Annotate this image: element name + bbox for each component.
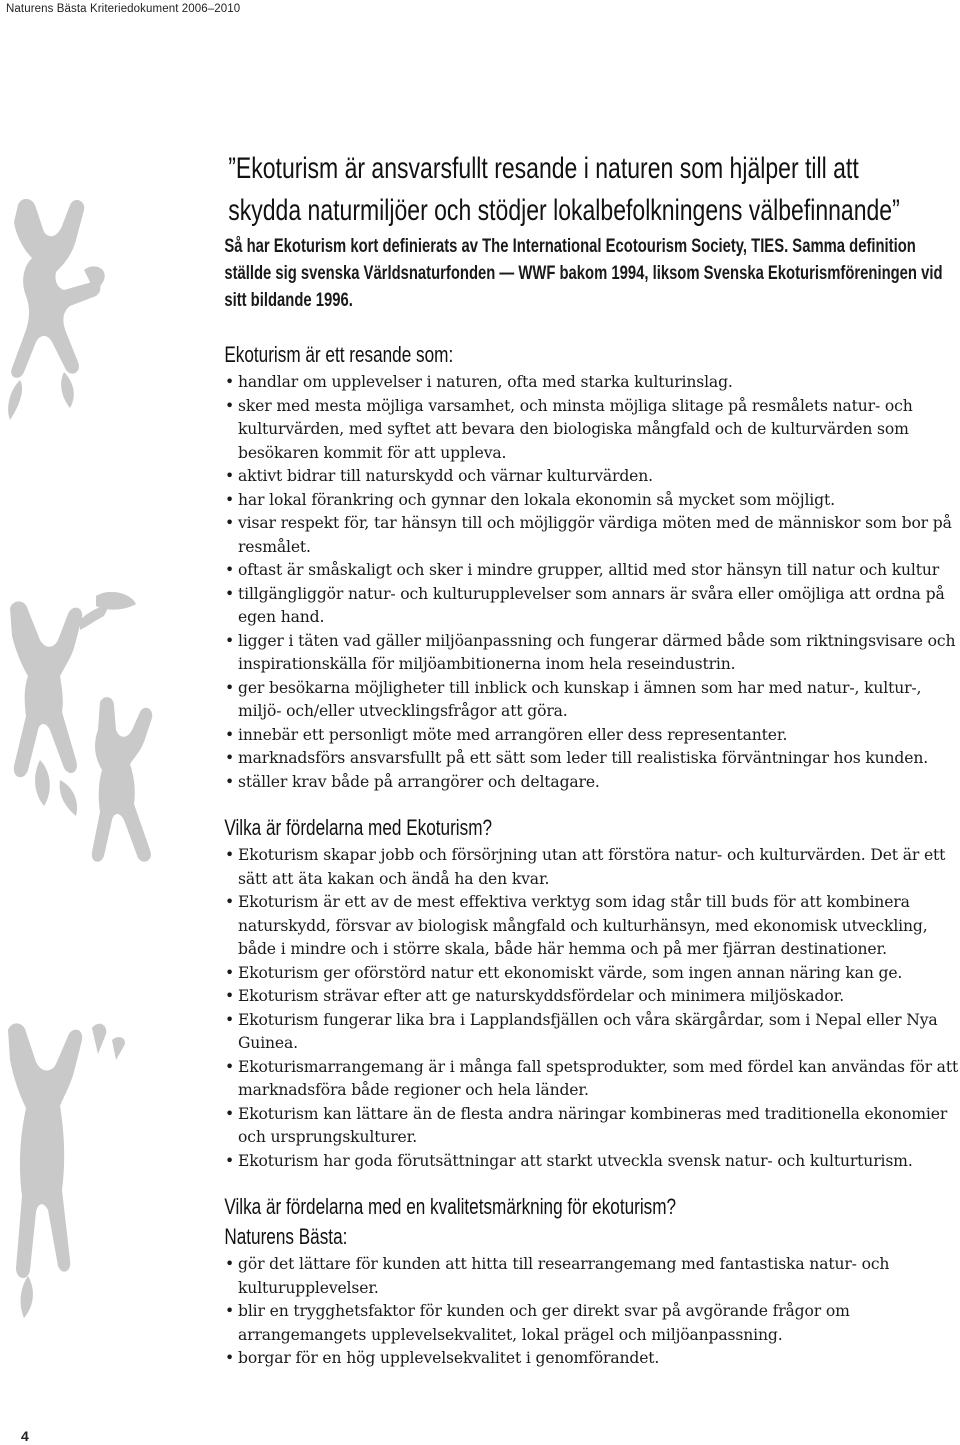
dancing-figure-4: [8, 1023, 125, 1318]
list-item: • Ekoturism fungerar lika bra i Lapplandsfjällen och våra skärgårdar, som i Nepal eller Nya Guinea.: [222, 1009, 960, 1056]
list-item: • ligger i täten vad gäller miljöanpassning och fungerar därmed både som riktningsvisare och inspirationskälla för miljöambitionerna inom hela reseindustrin.: [222, 630, 960, 677]
rock-art-figures-decoration: [0, 0, 200, 1445]
list-item: • Ekoturism strävar efter att ge naturskyddsfördelar och minimera miljöskador.: [222, 985, 960, 1009]
label-benefits-list: [222, 1253, 960, 1371]
definition-quote: [222, 148, 960, 233]
list-item: • borgar för en hög upplevelsekvalitet i genomförandet.: [222, 1347, 960, 1371]
subsection-naturens-basta: [222, 1223, 960, 1253]
quote-line-2: skydda naturmiljöer och stödjer lokalbefolkningens välbefinnande”: [228, 194, 900, 227]
section-heading: Vilka är fördelarna med en kvalitetsmärkning för ekoturism?: [224, 1194, 677, 1219]
list-item: • visar respekt för, tar hänsyn till och möjliggör värdiga möten med de människor som bor på resmålet.: [222, 512, 960, 559]
list-item: • har lokal förankring och gynnar den lokala ekonomin så mycket som möjligt.: [222, 489, 960, 513]
list-item: • Ekoturism skapar jobb och försörjning utan att förstöra natur- och kulturvärden. Det är ett sätt att äta kakan och ändå ha den kvar.: [222, 844, 960, 891]
list-item: • ger besökarna möjligheter till inblick och kunskap i ämnen som har med natur-, kultur-, miljö- och/eller utvecklingsfrågor att göra.: [222, 677, 960, 724]
main-content: [222, 148, 960, 1371]
list-item: • Ekoturismarrangemang är i många fall spetsprodukter, som med fördel kan användas för att marknadsföra både regioner och hela länder.: [222, 1056, 960, 1103]
section-heading: Vilka är fördelarna med Ekoturism?: [224, 815, 493, 840]
intro-paragraph: [222, 233, 960, 323]
list-item: • sker med mesta möjliga varsamhet, och minsta möjliga slitage på resmålets natur- och kulturvärden, med syftet att bevara den biologiska mångfald och de kulturvärden som besökaren kommit för att uppleva.: [222, 395, 960, 466]
list-item: • marknadsförs ansvarsfullt på ett sätt som leder till realistiska förväntningar hos kunden.: [222, 747, 960, 771]
section-kvalitetsmarkning: [222, 1193, 960, 1223]
list-item: • innebär ett personligt möte med arrangören eller dess representanter.: [222, 724, 960, 748]
criteria-list: [222, 371, 960, 794]
section-fordelar-ekoturism: [222, 814, 960, 844]
dancing-figure-1: [8, 199, 105, 420]
list-item: • gör det lättare för kunden att hitta till researrangemang med fantastiska natur- och kulturupplevelser.: [222, 1253, 960, 1300]
list-item: • ställer krav både på arrangörer och deltagare.: [222, 771, 960, 795]
section-ekoturism-resande: [222, 341, 960, 371]
running-header: Naturens Bästa Kriteriedokument 2006–2010: [6, 3, 241, 15]
list-item: • Ekoturism har goda förutsättningar att starkt utveckla svensk natur- och kulturturism.: [222, 1150, 960, 1174]
list-item: • blir en trygghetsfaktor för kunden och ger direkt svar på avgörande frågor om arrangemangets upplevelsekvalitet, lokal prägel och miljöanpassning.: [222, 1300, 960, 1347]
list-item: • handlar om upplevelser i naturen, ofta med starka kulturinslag.: [222, 371, 960, 395]
intro-line-3: sitt bildande 1996.: [224, 290, 353, 311]
list-item: • aktivt bidrar till naturskydd och värnar kulturvärden.: [222, 465, 960, 489]
list-item: • Ekoturism kan lättare än de flesta andra näringar kombineras med traditionella ekonomier och ursprungskulturer.: [222, 1103, 960, 1150]
page-number: 4: [21, 1428, 29, 1444]
list-item: • oftast är småskaligt och sker i mindre grupper, alltid med stor hänsyn till natur och kultur: [222, 559, 960, 583]
benefits-list: [222, 844, 960, 1173]
intro-line-2: ställde sig svenska Världsnaturfonden — WWF bakom 1994, liksom Svenska Ekoturismföreningen vid: [224, 263, 943, 284]
section-subheading: Naturens Bästa:: [224, 1224, 348, 1249]
quote-line-1: ”Ekoturism är ansvarsfullt resande i naturen som hjälper till att: [228, 152, 859, 185]
intro-line-1: Så har Ekoturism kort definierats av The International Ecotourism Society, TIES. Samma definition: [224, 236, 916, 257]
list-item: • Ekoturism är ett av de mest effektiva verktyg som idag står till buds för att kombinera naturskydd, försvar av biologisk mångfald och kulturhänsyn, med ekonomisk utveckling, både i mindre och i större skala, både här hemma och på mer fjärran destinationer.: [222, 891, 960, 962]
section-heading: Ekoturism är ett resande som:: [224, 342, 454, 367]
list-item: • Ekoturism ger oförstörd natur ett ekonomiskt värde, som ingen annan näring kan ge.: [222, 962, 960, 986]
list-item: • tillgängliggör natur- och kulturupplevelser som annars är svåra eller omöjliga att ordna på egen hand.: [222, 583, 960, 630]
